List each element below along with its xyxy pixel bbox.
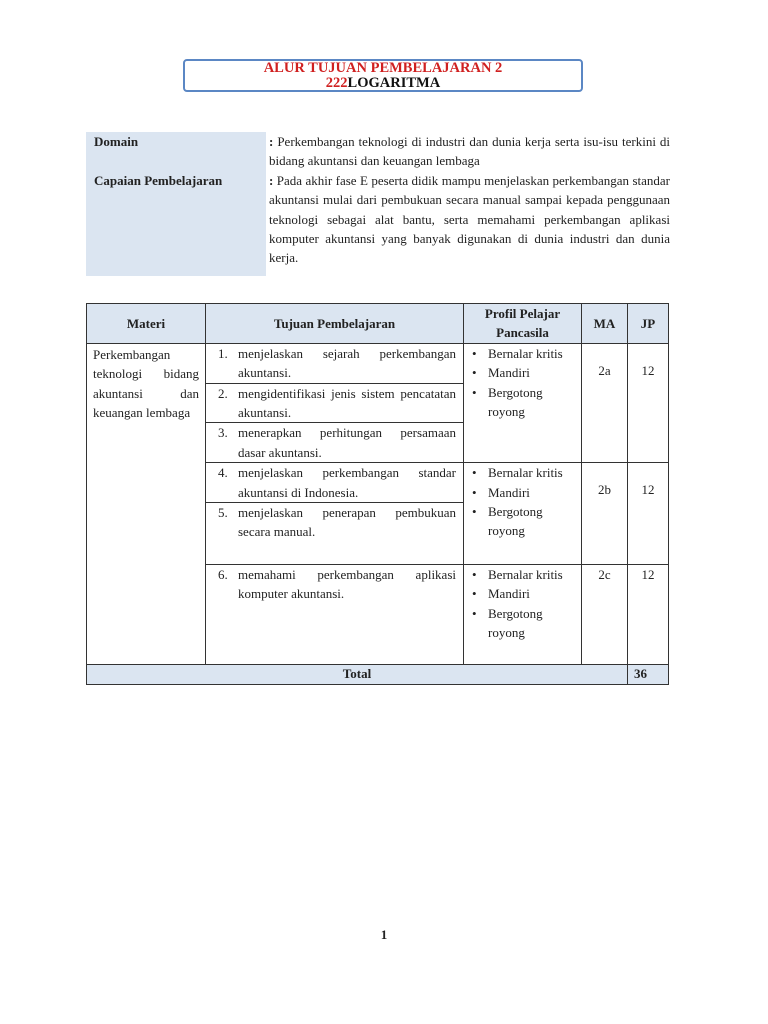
tujuan-text: menjelaskan penerapan pembukuan secara manual. [238, 505, 456, 540]
cp-text: Pada akhir fase E peserta didik mampu menjelaskan perkembangan standar akuntansi mulai dari pembukuan secara manual sampai kepada penggunaan teknologi sebagai alat bantu, serta memahami perkembangan aplikasi komputer akuntansi yang banyak digunakan di dunia industri dan dunia kerja. [269, 172, 671, 266]
profil-item: • Mandiri [472, 363, 581, 382]
tujuan-row [206, 343, 464, 383]
tujuan-num: 1. [218, 345, 228, 361]
title-line-1: ALUR TUJUAN PEMBELAJARAN 2 [263, 60, 503, 76]
profil-item: • Mandiri [472, 584, 581, 603]
ma-cell: 2a [582, 343, 628, 462]
materi-cell: Perkembangan teknologi bidang akuntansi dan keuangan lembaga [87, 343, 206, 664]
cp-label: Capaian Pembelajaran [86, 171, 266, 268]
profil-cell [464, 343, 582, 462]
total-value: 36 [628, 665, 669, 685]
profil-item: • Bernalar kritis [472, 565, 581, 584]
jp-cell: 12 [628, 343, 669, 462]
tujuan-row [206, 423, 464, 463]
title-line-2-text: LOGARITMA [347, 75, 441, 91]
tujuan-text: menerapkan perhitungan persamaan dasar akuntansi. [238, 425, 456, 460]
title-line-2 [185, 76, 581, 91]
domain-value [266, 132, 670, 171]
profil-item: • Bernalar kritis [472, 344, 581, 363]
tujuan-row [206, 383, 464, 423]
domain-text: Perkembangan teknologi di industri dan dunia kerja serta isu-isu terkini di bidang akuntansi dan keuangan lembaga [269, 134, 670, 169]
tujuan-num: 3. [218, 425, 228, 441]
header-jp: JP [628, 304, 669, 344]
header-materi: Materi [87, 304, 206, 344]
tujuan-row [206, 503, 464, 565]
value-padding [266, 268, 670, 276]
domain-colon: : [269, 134, 274, 149]
tujuan-text: memahami perkembangan aplikasi komputer akuntansi. [238, 567, 456, 602]
title-box [183, 59, 583, 92]
tujuan-num: 6. [218, 567, 228, 583]
profil-item: • Bergotong royong [472, 502, 581, 541]
tujuan-num: 5. [218, 505, 228, 521]
jp-cell: 12 [628, 463, 669, 565]
ma-cell: 2c [582, 565, 628, 665]
tujuan-num: 4. [218, 465, 228, 481]
title-line-2-number: 222 [325, 75, 348, 91]
learning-table [86, 303, 669, 685]
tujuan-text: menjelaskan sejarah perkembangan akuntansi. [238, 345, 456, 381]
profil-item: • Bernalar kritis [472, 463, 581, 482]
total-label: Total [87, 665, 628, 685]
cp-colon: : [269, 172, 274, 188]
tujuan-row [206, 463, 464, 503]
ma-cell: 2b [582, 463, 628, 565]
tujuan-row [206, 565, 464, 665]
cp-value [266, 171, 670, 268]
header-profil: Profil Pelajar Pancasila [464, 304, 582, 344]
label-padding [86, 268, 266, 276]
profil-cell [464, 565, 582, 665]
tujuan-text: menjelaskan perkembangan standar akuntansi di Indonesia. [238, 465, 456, 500]
info-table [86, 132, 670, 276]
profil-cell [464, 463, 582, 565]
profil-item: • Mandiri [472, 483, 581, 502]
page-number: 1 [380, 927, 388, 942]
profil-item: • Bergotong royong [472, 604, 581, 643]
header-tujuan: Tujuan Pembelajaran [206, 304, 464, 344]
tujuan-text: mengidentifikasi jenis sistem pencatatan akuntansi. [238, 385, 456, 421]
domain-label: Domain [86, 132, 266, 171]
profil-item: • Bergotong royong [472, 383, 581, 422]
header-ma: MA [582, 304, 628, 344]
jp-cell: 12 [628, 565, 669, 665]
tujuan-num: 2. [218, 385, 228, 401]
